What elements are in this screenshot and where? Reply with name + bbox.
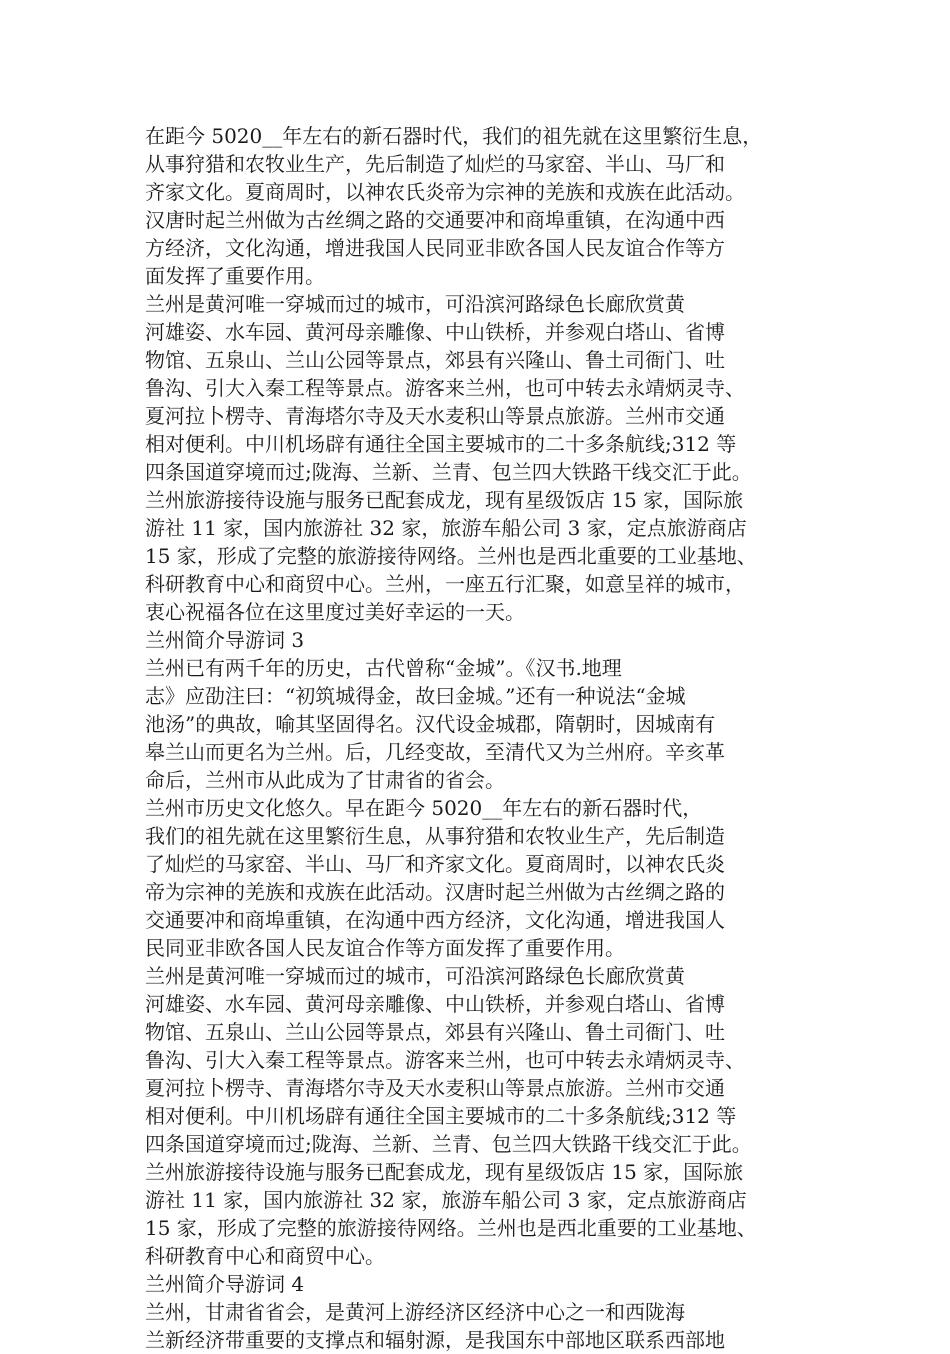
paragraph-first-line: 兰州是黄河唯一穿城而过的城市，可沿滨河路绿色长廊欣赏黄: [145, 292, 685, 316]
paragraph-first-line: 兰州市历史文化悠久。早在距今 5020__年左右的新石器时代，: [145, 796, 703, 820]
text-line: 帝为宗神的羌族和戎族在此活动。汉唐时起兰州做为古丝绸之路的: [145, 880, 725, 904]
text-line: 科研教育中心和商贸中心。: [145, 1244, 385, 1268]
text-line: 命后，兰州市从此成为了甘肃省的省会。: [145, 768, 505, 792]
text-line: 相对便利。中川机场辟有通往全国主要城市的二十多条航线;312 等: [145, 1104, 737, 1128]
text-line: 方经济，文化沟通，增进我国人民同亚非欧各国人民友谊合作等方: [145, 236, 725, 260]
text-line: 兰州旅游接待设施与服务已配套成龙，现有星级饭店 15 家，国际旅: [145, 488, 744, 512]
text-line: 四条国道穿境而过;陇海、兰新、兰青、包兰四大铁路干线交汇于此。: [145, 460, 752, 484]
text-line: 夏河拉卜楞寺、青海塔尔寺及天水麦积山等景点旅游。兰州市交通: [145, 404, 725, 428]
text-line: 面发挥了重要作用。: [145, 264, 325, 288]
text-line: 汉唐时起兰州做为古丝绸之路的交通要冲和商埠重镇，在沟通中西: [145, 208, 725, 232]
text-line: 在距今 5020__年左右的新石器时代，我们的祖先就在这里繁衍生息，: [145, 124, 763, 148]
text-line: 从事狩猎和农牧业生产，先后制造了灿烂的马家窑、半山、马厂和: [145, 152, 725, 176]
paragraph-first-line: 兰州，甘肃省省会，是黄河上游经济区经济中心之一和西陇海: [145, 1300, 685, 1324]
paragraph-first-line: 兰州已有两千年的历史，古代曾称“金城”。《汉书.地理: [145, 656, 622, 680]
text-line: 鲁沟、引大入秦工程等景点。游客来兰州，也可中转去永靖炳灵寺、: [145, 1048, 745, 1072]
text-line: 民同亚非欧各国人民友谊合作等方面发挥了重要作用。: [145, 936, 625, 960]
text-line: 齐家文化。夏商周时，以神农氏炎帝为宗神的羌族和戎族在此活动。: [145, 180, 745, 204]
text-line: 夏河拉卜楞寺、青海塔尔寺及天水麦积山等景点旅游。兰州市交通: [145, 1076, 725, 1100]
text-line: 15 家，形成了完整的旅游接待网络。兰州也是西北重要的工业基地、: [145, 544, 757, 568]
document-page: [145, 122, 807, 1354]
text-line: 我们的祖先就在这里繁衍生息，从事狩猎和农牧业生产，先后制造: [145, 824, 725, 848]
text-line: 15 家，形成了完整的旅游接待网络。兰州也是西北重要的工业基地、: [145, 1216, 757, 1240]
text-line: 河雄姿、水车园、黄河母亲雕像、中山铁桥，并参观白塔山、省博: [145, 320, 725, 344]
paragraph-first-line: 兰州是黄河唯一穿城而过的城市，可沿滨河路绿色长廊欣赏黄: [145, 964, 685, 988]
text-line: 科研教育中心和商贸中心。兰州，一座五行汇聚，如意呈祥的城市，: [145, 572, 745, 596]
text-line: 皋兰山而更名为兰州。后，几经变故，至清代又为兰州府。辛亥革: [145, 740, 725, 764]
text-line: 鲁沟、引大入秦工程等景点。游客来兰州，也可中转去永靖炳灵寺、: [145, 376, 745, 400]
text-line: 游社 11 家，国内旅游社 32 家，旅游车船公司 3 家，定点旅游商店: [145, 516, 747, 540]
text-line: 物馆、五泉山、兰山公园等景点，郊县有兴隆山、鲁土司衙门、吐: [145, 348, 725, 372]
text-line: 兰州旅游接待设施与服务已配套成龙，现有星级饭店 15 家，国际旅: [145, 1160, 744, 1184]
text-line: 志》应劭注曰：“初筑城得金，故曰金城。”还有一种说法“金城: [145, 684, 686, 708]
text-line: 游社 11 家，国内旅游社 32 家，旅游车船公司 3 家，定点旅游商店: [145, 1188, 747, 1212]
text-line: 四条国道穿境而过;陇海、兰新、兰青、包兰四大铁路干线交汇于此。: [145, 1132, 752, 1156]
section-heading: 兰州简介导游词 4: [145, 1272, 305, 1296]
section-heading: 兰州简介导游词 3: [145, 628, 305, 652]
text-line: 相对便利。中川机场辟有通往全国主要城市的二十多条航线;312 等: [145, 432, 737, 456]
text-line: 河雄姿、水车园、黄河母亲雕像、中山铁桥，并参观白塔山、省博: [145, 992, 725, 1016]
text-line: 了灿烂的马家窑、半山、马厂和齐家文化。夏商周时，以神农氏炎: [145, 852, 725, 876]
text-line: 物馆、五泉山、兰山公园等景点，郊县有兴隆山、鲁土司衙门、吐: [145, 1020, 725, 1044]
text-line: 交通要冲和商埠重镇，在沟通中西方经济，文化沟通，增进我国人: [145, 908, 725, 932]
text-line: 池汤”的典故，喻其坚固得名。汉代设金城郡，隋朝时，因城南有: [145, 712, 716, 736]
text-line: 衷心祝福各位在这里度过美好幸运的一天。: [145, 600, 525, 624]
text-line: 兰新经济带重要的支撑点和辐射源，是我国东中部地区联系西部地: [145, 1328, 725, 1352]
